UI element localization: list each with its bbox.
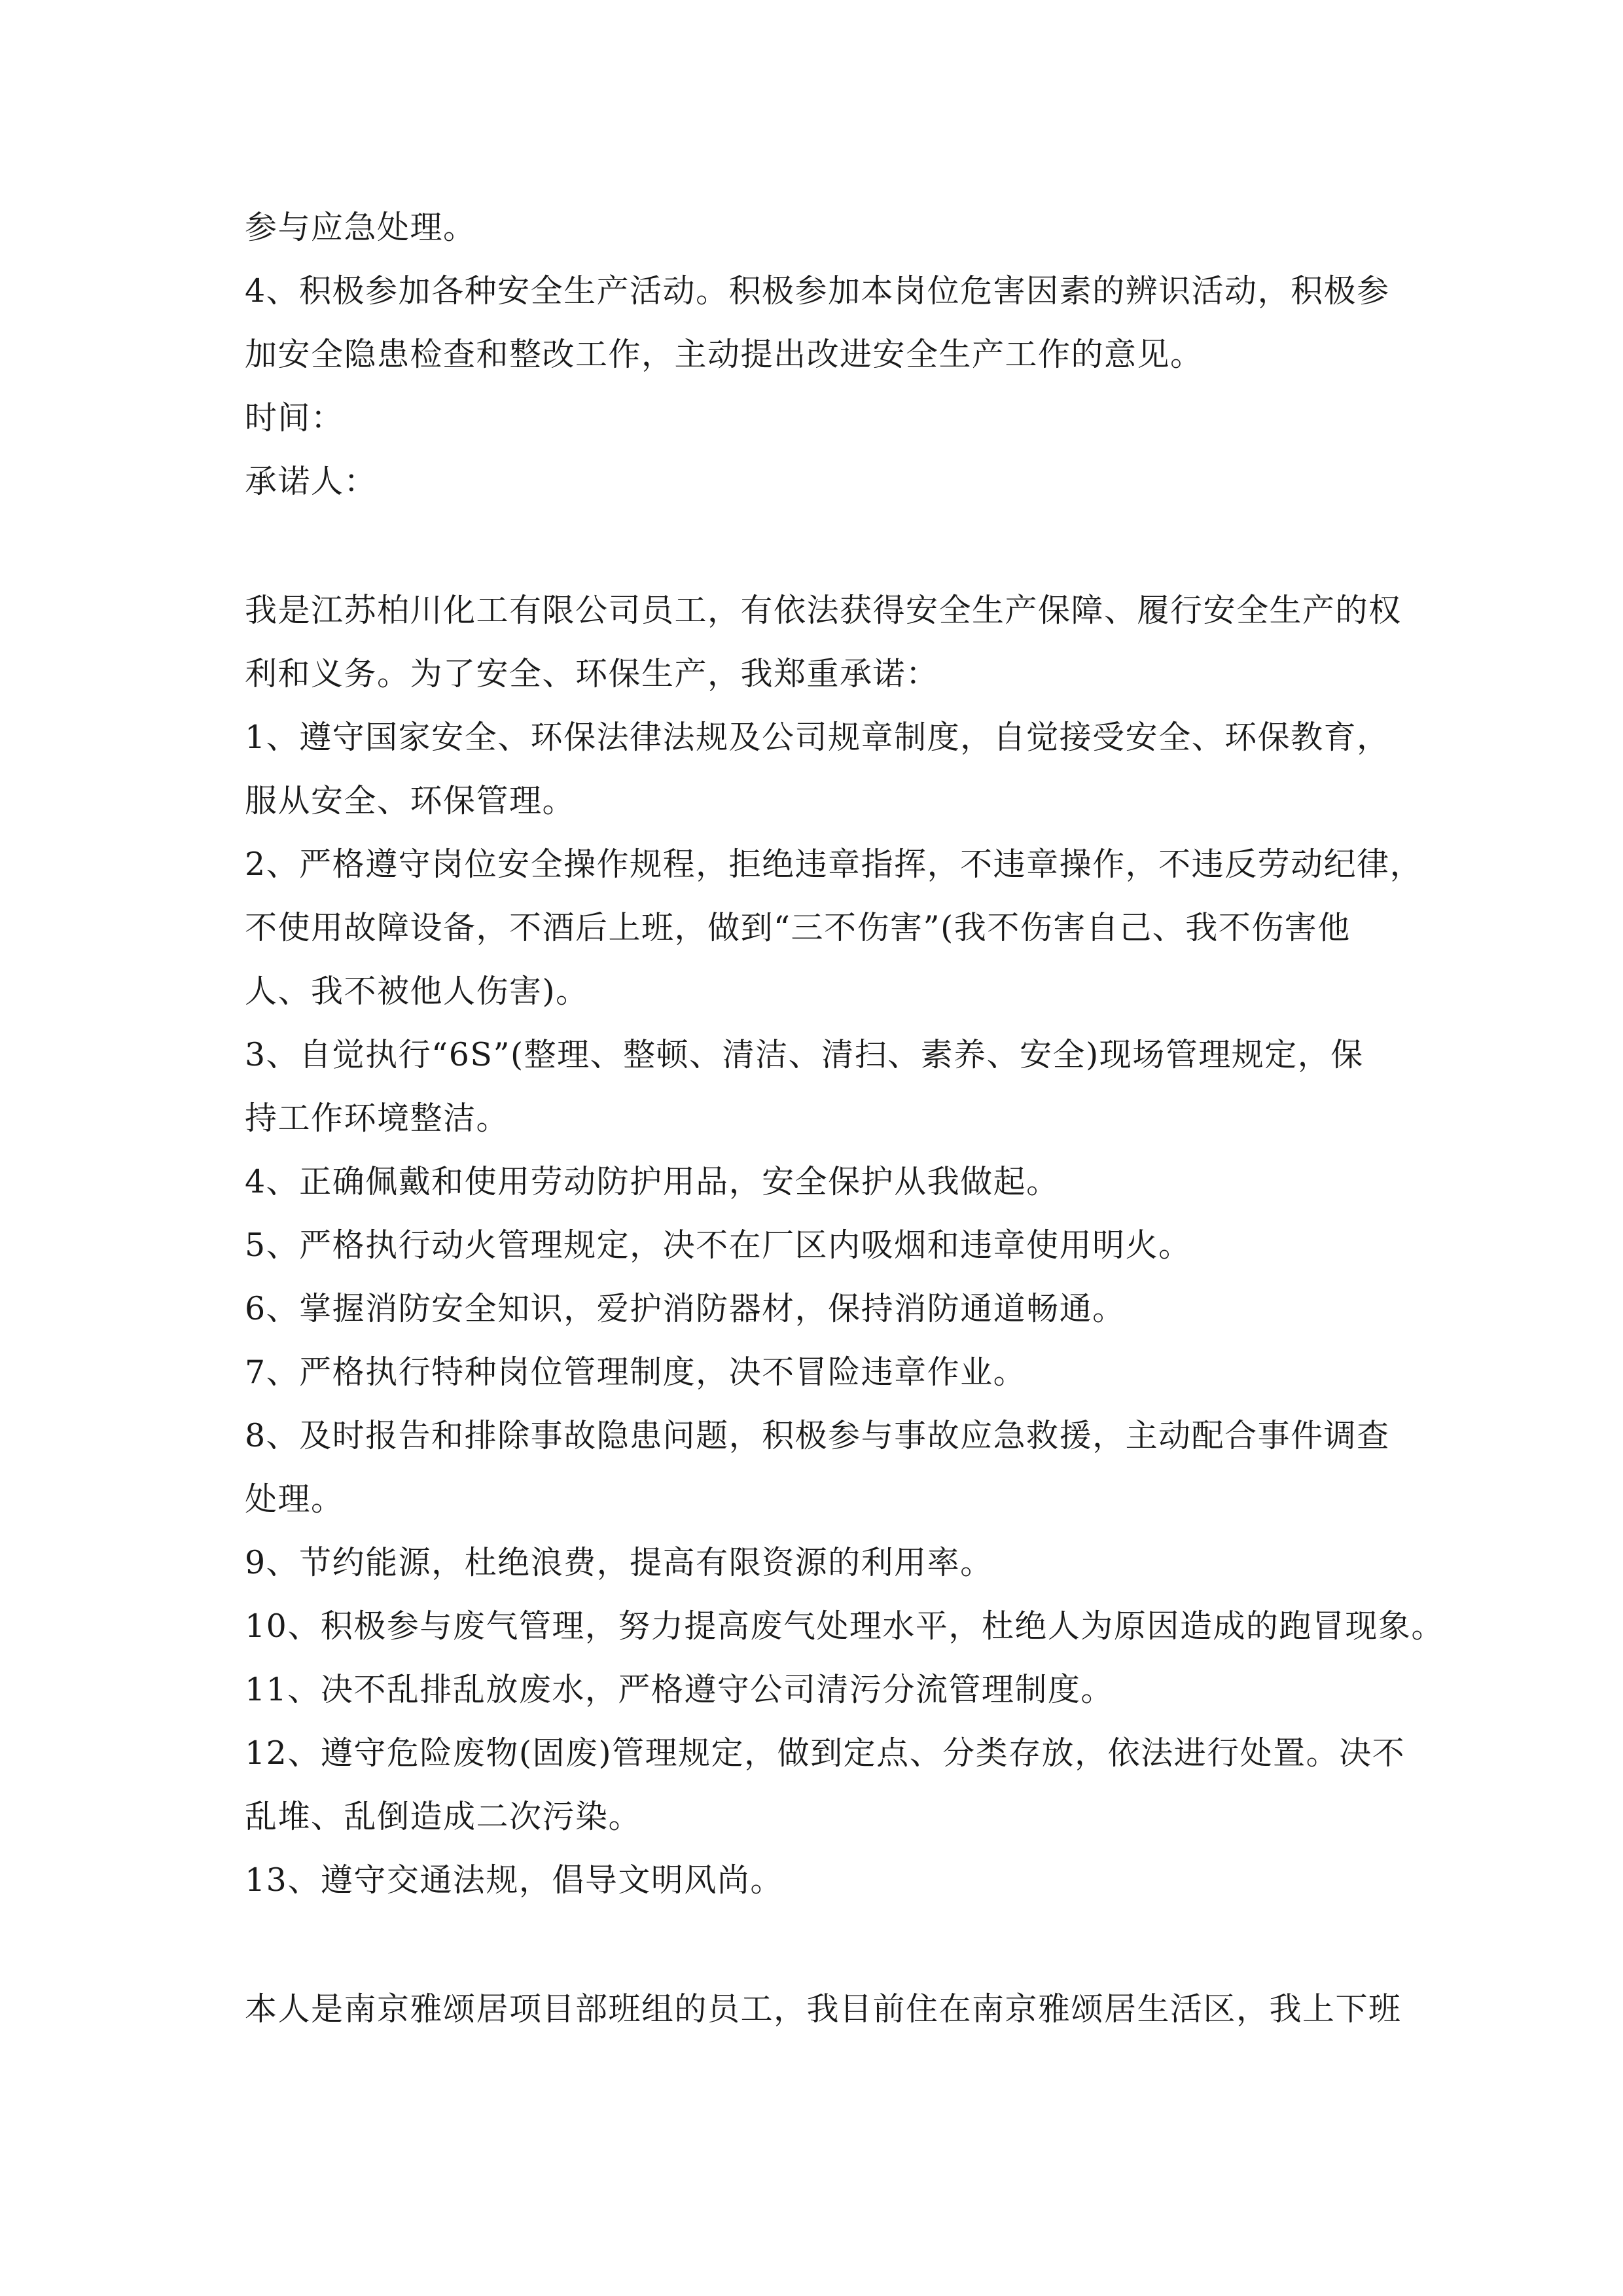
pledge-item-10: 10、积极参与废气管理，努力提高废气处理水平，杜绝人为原因造成的跑冒现象。: [245, 1607, 1444, 1645]
intro-paragraph-line-1: 我是江苏柏川化工有限公司员工，有依法获得安全生产保障、履行安全生产的权: [245, 592, 1402, 629]
text-line-item-4-cont: 加安全隐患检查和整改工作，主动提出改进安全生产工作的意见。: [245, 336, 1204, 373]
pledge-item-1: 1、遵守国家安全、环保法律法规及公司规章制度，自觉接受安全、环保教育，: [245, 719, 1390, 756]
pledge-item-2-cont-1: 不使用故障设备，不酒后上班，做到“三不伤害”(我不伤害自己、我不伤害他: [245, 909, 1351, 946]
pledge-item-1-cont: 服从安全、环保管理。: [245, 782, 576, 819]
time-label: 时间：: [245, 399, 344, 437]
pledge-item-11: 11、决不乱排乱放废水，严格遵守公司清污分流管理制度。: [245, 1671, 1114, 1708]
pledge-item-7: 7、严格执行特种岗位管理制度，决不冒险违章作业。: [245, 1354, 1027, 1391]
text-line-item-4: 4、积极参加各种安全生产活动。积极参加本岗位危害因素的辨识活动，积极参: [245, 272, 1390, 310]
pledge-item-5: 5、严格执行动火管理规定，决不在厂区内吸烟和违章使用明火。: [245, 1227, 1192, 1264]
intro-paragraph-line-2: 利和义务。为了安全、环保生产，我郑重承诺：: [245, 655, 939, 692]
pledge-item-8: 8、及时报告和排除事故隐患问题，积极参与事故应急救援，主动配合事件调查: [245, 1417, 1390, 1454]
pledge-item-13: 13、遵守交通法规，倡导文明风尚。: [245, 1861, 783, 1899]
pledge-item-4: 4、正确佩戴和使用劳动防护用品，安全保护从我做起。: [245, 1163, 1060, 1200]
pledge-item-2-cont-2: 人、我不被他人伤害)。: [245, 973, 589, 1010]
pledge-item-8-cont: 处理。: [245, 1480, 344, 1518]
pledge-item-2: 2、严格遵守岗位安全操作规程，拒绝违章指挥，不违章操作，不违反劳动纪律，: [245, 846, 1423, 883]
pledge-item-6: 6、掌握消防安全知识，爱护消防器材，保持消防通道畅通。: [245, 1290, 1126, 1327]
pledge-item-3-cont: 持工作环境整洁。: [245, 1100, 510, 1137]
pledge-item-12: 12、遵守危险废物(固废)管理规定，做到定点、分类存放，依法进行处置。决不: [245, 1734, 1406, 1772]
pledge-item-9: 9、节约能源，杜绝浪费，提高有限资源的利用率。: [245, 1544, 993, 1581]
closing-paragraph-line-1: 本人是南京雅颂居项目部班组的员工，我目前住在南京雅颂居生活区，我上下班: [245, 1990, 1402, 2028]
pledge-item-3: 3、自觉执行“6S”(整理、整顿、清洁、清扫、素养、安全)现场管理规定，保: [245, 1036, 1364, 1073]
promisor-label: 承诺人：: [245, 463, 378, 500]
text-line-continuation: 参与应急处理。: [245, 209, 476, 246]
pledge-item-12-cont: 乱堆、乱倒造成二次污染。: [245, 1798, 642, 1835]
